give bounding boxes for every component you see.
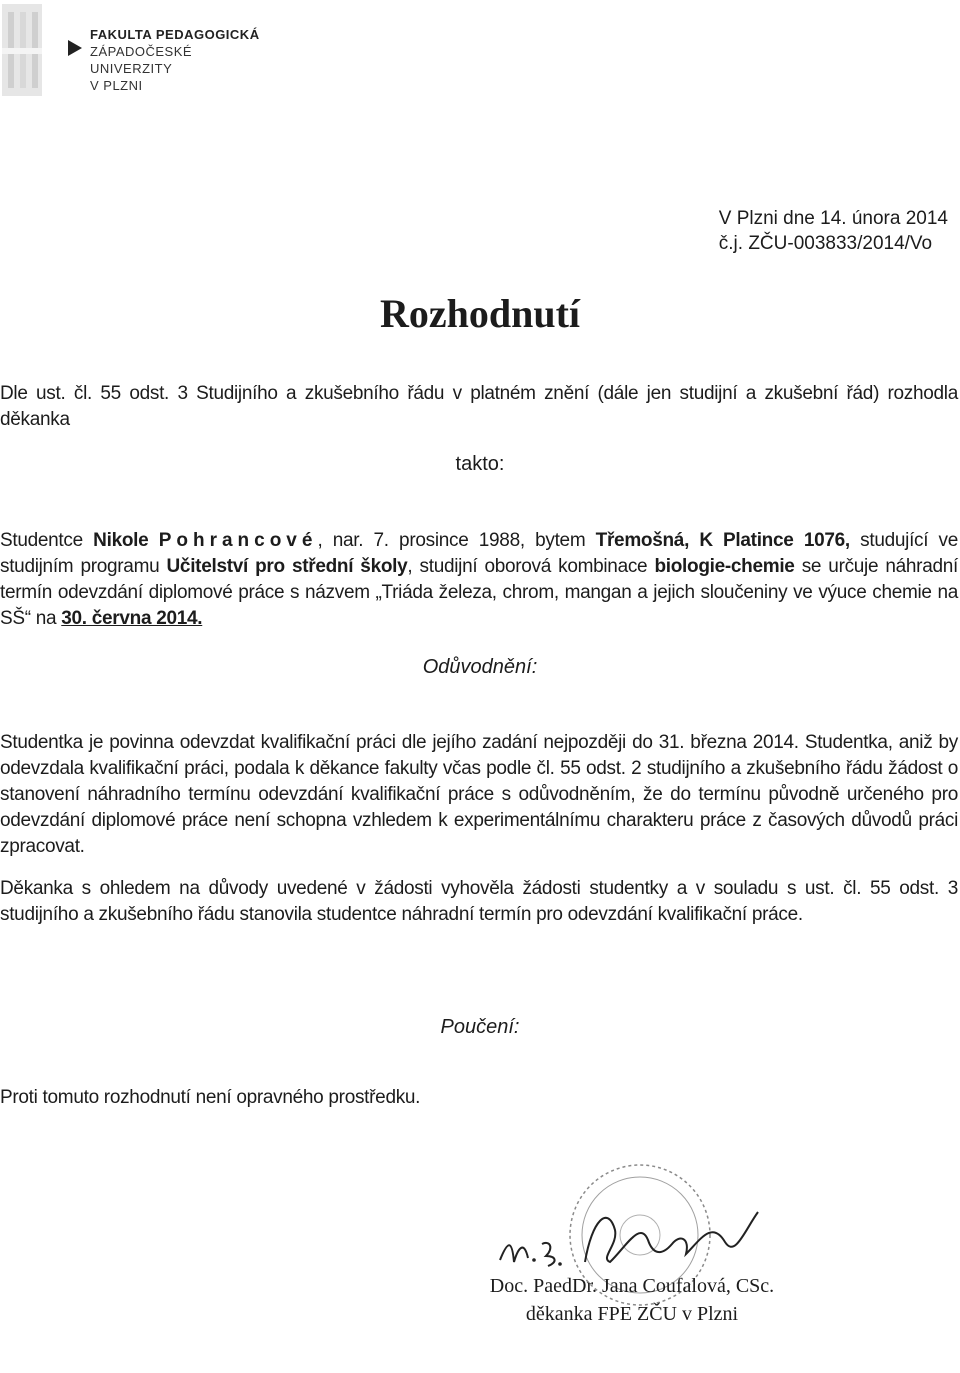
date-block [719,206,948,256]
justification-heading: Odůvodnění: [422,656,538,678]
justification-paragraph-1: Studentka je povinna odevzdat kvalifikační práci dle jejího zadání nejpozději do 31. března 2014. Studentka, aniž by odevzdala kvalifikační práci, podala k děkance fakulty včas podle čl. 55 odst. 2 studijního a zkušebního řádu žádost o stanovení náhradního termínu odevzdání kvalifikační práce s odůvodněním, že do termínu původně určeného pro odevzdání diplomové práce není schopna vzhledem k experimentálnímu charakteru práce z časových důvodů práci zpracovat. [0,732,958,857]
signer-block [462,1272,802,1328]
instruction-paragraph: Proti tomuto rozhodnutí není opravného prostředku. [0,1087,421,1108]
decision-prefix: Studentce [0,530,94,551]
student-surname: Pohrancové [158,530,318,551]
signer-role: děkanka FPE ZČU v Plzni [525,1303,739,1325]
new-deadline: 30. června 2014. [61,608,203,629]
university-emblem-icon [0,0,60,105]
reference-number: č.j. ZČU-003833/2014/Vo [718,233,933,254]
document-title: Rozhodnutí [379,291,581,336]
takto-label: takto: [455,453,505,475]
handwritten-signature-icon [490,1200,780,1280]
intro-paragraph: Dle ust. čl. 55 odst. 3 Studijního a zkušebního řádu v platném znění (dále jen studijní a zkušební řád) rozhodla děkanka [0,383,958,430]
study-combination: biologie-chemie [654,556,795,577]
faculty-logo [0,0,280,120]
logo-arrow-icon [68,40,82,56]
instruction-heading: Poučení: [440,1016,520,1038]
logo-line: FAKULTA PEDAGOGICKÁ [90,27,260,42]
logo-line: UNIVERZITY [90,61,173,76]
place-date: V Plzni dne 14. února 2014 [718,208,948,229]
student-address: Třemošná, K Platince 1076, [595,530,850,551]
student-first-name: Nikole [93,530,149,551]
decision-text-2: , studijní oborová kombinace [407,556,655,577]
logo-line: ZÁPADOČESKÉ [90,44,193,59]
signature-block [450,1160,810,1360]
decision-text-1: studující ve studijním programu [0,530,958,577]
decision-birth: , nar. 7. prosince 1988, bytem [317,530,596,551]
decision-text-3: se určuje náhradní termín odevzdání diplomové práce s názvem „Triáda železa, chrom, mangan a jejich sloučeniny ve výuce chemie na SŠ“ na [0,556,958,629]
logo-text [90,26,260,94]
logo-line: V PLZNI [90,78,143,93]
decision-paragraph [0,528,958,632]
study-programme: Učitelství pro střední školy [166,556,408,577]
signer-name: Doc. PaedDr. Jana Coufalová, CSc. [489,1275,775,1297]
justification-paragraph-2: Děkanka s ohledem na důvody uvedené v žádosti vyhověla žádosti studentky a v souladu s ust. čl. 55 odst. 3 studijního a zkušebního řádu stanovila studentce náhradní termín pro odevzdání kvalifikační práce. [0,878,958,925]
